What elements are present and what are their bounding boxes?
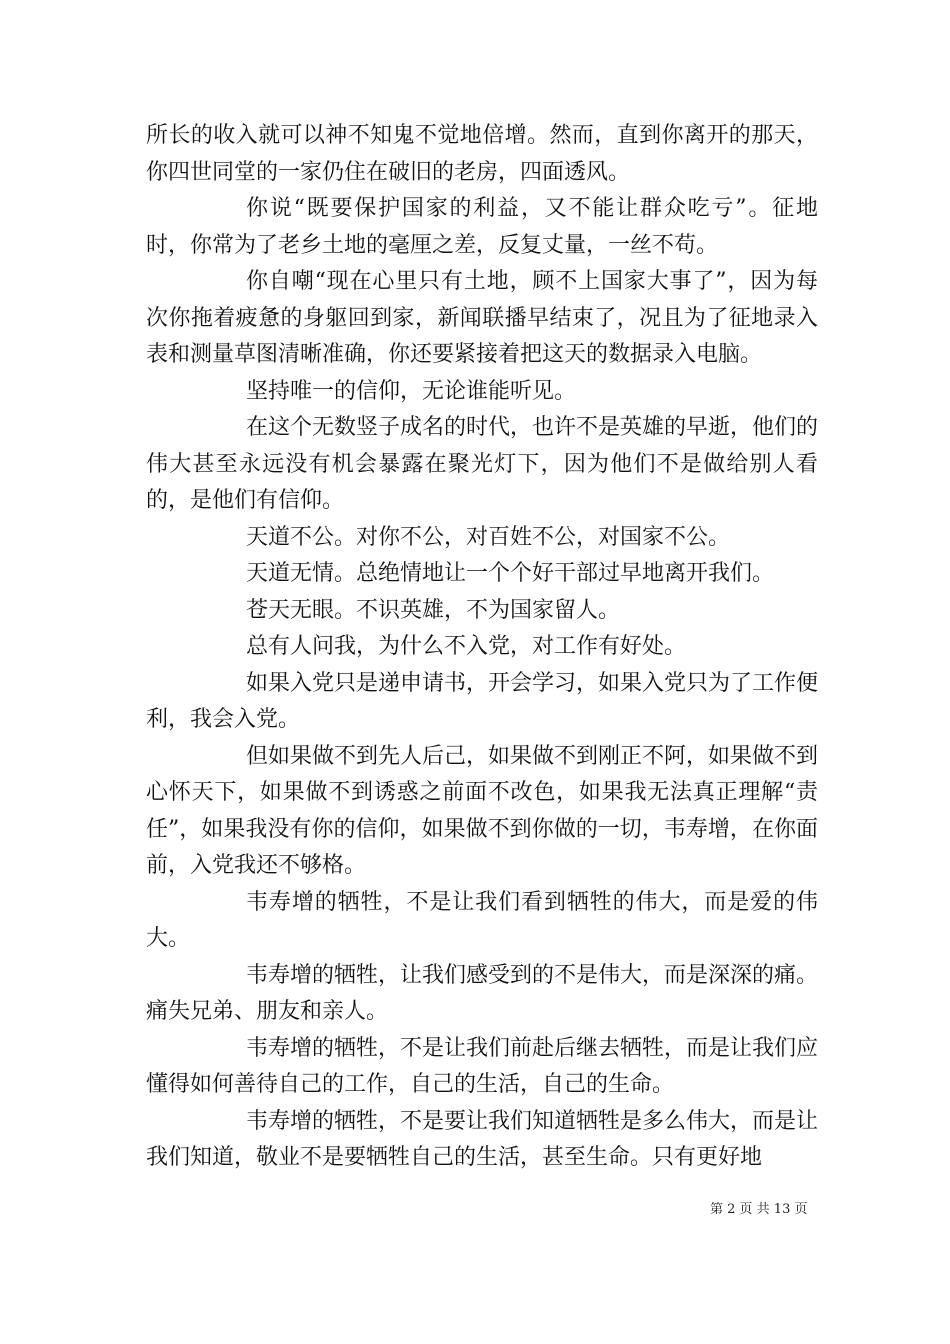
paragraph-10: 如果入党只是递申请书，开会学习，如果入党只为了工作便利，我会入党。 xyxy=(146,670,819,732)
paragraph-1: 所长的收入就可以神不知鬼不觉地倍增。然而，直到你离开的那天，你四世同堂的一家仍住在破旧的老房，四面透风。 xyxy=(146,123,818,185)
paragraph-4: 坚持唯一的信仰，无论谁能听见。 xyxy=(246,378,577,404)
paragraph-2: 你说“既要保护国家的利益，又不能让群众吃亏”。征地时，你常为了老乡土地的毫厘之差，反复丈量，一丝不苟。 xyxy=(146,196,818,258)
paragraph-12: 韦寿增的牺牲，不是让我们看到牺牲的伟大，而是爱的伟大。 xyxy=(146,889,818,951)
paragraph-15: 韦寿增的牺牲，不是要让我们知道牺牲是多么伟大，而是让我们知道，敬业不是要牺牲自己的生活，甚至生命。只有更好地 xyxy=(146,1108,819,1170)
paragraph-6: 天道不公。对你不公，对百姓不公，对国家不公。 xyxy=(246,524,731,550)
paragraph-9: 总有人问我，为什么不入党，对工作有好处。 xyxy=(246,634,687,659)
paragraph-8: 苍天无眼。不识英雄，不为国家留人。 xyxy=(246,597,621,623)
page-number-footer: 第 2 页 共 13 页 xyxy=(710,1202,808,1217)
paragraph-14: 韦寿增的牺牲，不是让我们前赴后继去牺牲，而是让我们应懂得如何善待自己的工作，自己的生活，自己的生命。 xyxy=(146,1035,819,1097)
paragraph-5: 在这个无数竖子成名的时代，也许不是英雄的早逝，他们的伟大甚至永远没有机会暴露在聚光灯下，因为他们不是做给别人看的，是他们有信仰。 xyxy=(146,415,819,513)
paragraph-13: 韦寿增的牺牲，让我们感受到的不是伟大，而是深深的痛。痛失兄弟、朋友和亲人。 xyxy=(146,962,819,1024)
paragraph-11: 但如果做不到先人后己，如果做不到刚正不阿，如果做不到心怀天下，如果做不到诱惑之前面不改色，如果我无法真正理解“责任”，如果我没有你的信仰，如果做不到你做的一切，韦寿增，在你面前，入党我还不够格。 xyxy=(146,743,819,878)
paragraph-3: 你自嘲“现在心里只有土地，顾不上国家大事了”，因为每次你拖着疲惫的身躯回到家，新闻联播早结束了，况且为了征地录入表和测量草图清晰准确，你还要紧接着把这天的数据录入电脑。 xyxy=(146,269,818,367)
document-body xyxy=(146,118,818,1177)
paragraph-7: 天道无情。总绝情地让一个个好干部过早地离开我们。 xyxy=(246,561,775,586)
